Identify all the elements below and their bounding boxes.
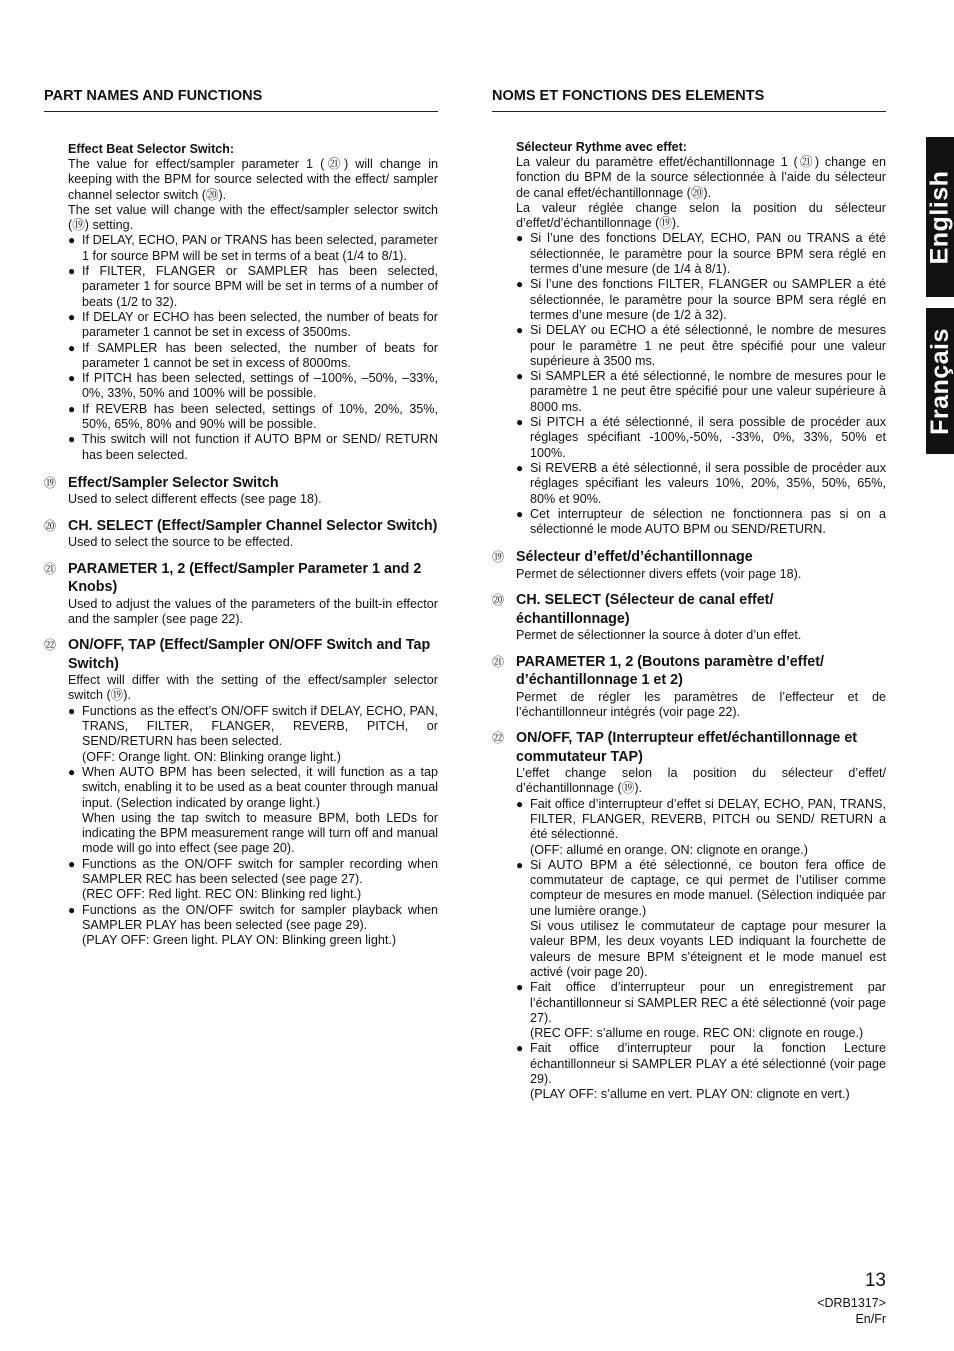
item-title: CH. SELECT (Sélecteur de canal effet/ échantillonnage) xyxy=(516,592,774,627)
item-title: ON/OFF, TAP (Interrupteur effet/échantillonnage et commutateur TAP) xyxy=(516,730,858,765)
item-description: Permet de régler les paramètres de l’effecteur et de l’échantillonneur intégrés (voir page 22). xyxy=(516,689,886,719)
effect-beat-bullets xyxy=(68,233,438,462)
item-number: ⑲ xyxy=(44,475,57,490)
section-title-fr: NOMS ET FONCTIONS DES ELEMENTS xyxy=(492,88,886,112)
list-item: ● Functions as the effect’s ON/OFF switch if DELAY, ECHO, PAN, TRANS, FILTER, FLANGER, REVERB, PITCH, or SEND/RETURN has been selected. (OFF: Orange light. ON: Blinking orange light.) xyxy=(68,703,438,764)
item-20-en xyxy=(44,517,438,551)
page-number: 13 xyxy=(864,1270,886,1291)
list-item: ● If PITCH has been selected, settings of –100%, –50%, –33%, 0%, 33%, 50% and 100% will be possible. xyxy=(68,371,438,401)
list-item: ● Si REVERB a été sélectionné, il sera possible de procéder aux réglages spécifiant les valeurs 10%, 20%, 35%, 50%, 65%, 80% et 90%. xyxy=(516,460,886,506)
item-title: PARAMETER 1, 2 (Effect/Sampler Parameter 1 and 2 Knobs) xyxy=(68,560,422,596)
effect-beat-para-2: The set value will change with the effect/sampler selector switch (⑲) setting. xyxy=(68,202,438,233)
list-item: ● Si AUTO BPM a été sélectionné, ce bouton fera office de commutateur de captage, ce qui permet de l’utiliser comme compteur de mesures en mode manuel. (Sélection indiquée par une lumière orange.) Si vous utilisez le commutateur de captage pour mesurer la valeur BPM, les deux voyants LED indiquant la fourchette de valeurs de mesure BPM s’éteignent et le mode manuel est activé (voir page 20). xyxy=(516,857,886,979)
rythme-effet-bullets xyxy=(516,231,886,537)
list-item: ● Functions as the ON/OFF switch for sampler playback when SAMPLER PLAY has been selected (see page 29). (PLAY OFF: Green light. PLAY ON: Blinking green light.) xyxy=(68,902,438,948)
list-item: ● Si l’une des fonctions DELAY, ECHO, PAN ou TRANS a été sélectionnée, le paramètre pour la source BPM sera réglé en termes d’une mesure (de 1/4 à 8/1). xyxy=(516,231,886,277)
list-item: ● Fait office d’interrupteur pour la fonction Lecture échantillonneur si SAMPLER PLAY a été sélectionné (voir page 29). (PLAY OFF: s’allume en vert. PLAY ON: clignote en vert.) xyxy=(516,1041,886,1102)
effect-beat-para-1: The value for effect/sampler parameter 1 (㉑) will change in keeping with the BPM for source selected with the effect/ sampler channel selector switch (⑳). xyxy=(68,157,438,202)
item-number: ⑳ xyxy=(492,593,505,608)
list-item: ● If DELAY, ECHO, PAN or TRANS has been selected, parameter 1 for source BPM will be set in terms of a beat (1/4 to 8/1). xyxy=(68,233,438,263)
item-title: Sélecteur d’effet/d’échantillonnage xyxy=(516,549,753,566)
item-description: Permet de sélectionner la source à doter d’un effet. xyxy=(516,628,802,643)
language-tab-francais-label: Français xyxy=(925,327,954,435)
list-item: ● Cet interrupteur de sélection ne fonctionnera pas si on a sélectionné le mode AUTO BPM ou SEND/RETURN. xyxy=(516,506,886,537)
effect-beat-title: Effect Beat Selector Switch: xyxy=(68,142,235,156)
item-description: L’effet change selon la position du sélecteur d’effet/ d’échantillonnage (⑲). xyxy=(516,766,886,796)
language-tab-francais xyxy=(926,308,954,454)
item-number: ⑳ xyxy=(44,518,57,533)
list-item: ● Si DELAY ou ECHO a été sélectionné, le nombre de mesures pour le paramètre 1 ne peut être spécifié pour une valeur supérieure à 3500 ms. xyxy=(516,323,886,368)
item-description: Effect will differ with the setting of the effect/sampler selector switch (⑲). xyxy=(68,673,438,703)
item-21-en xyxy=(44,560,438,628)
rythme-effet-para-2: La valeur réglée change selon la position du sélecteur d’effet/d’échantillonnage (⑲). xyxy=(516,200,886,231)
item-22-bullets-fr xyxy=(516,797,886,1103)
item-20-fr xyxy=(492,591,886,643)
list-item: ● When AUTO BPM has been selected, it will function as a tap switch, enabling it to be used as a beat counter through manual input. (Selection indicated by orange light.) When using the tap switch to measure BPM, both LEDs for indicating the BPM measurement range will turn off and manual mode will go into effect (see page 20). xyxy=(68,764,438,856)
item-title: PARAMETER 1, 2 (Boutons paramètre d’effet/ d’échantillonnage 1 et 2) xyxy=(516,653,824,689)
english-column xyxy=(44,88,438,948)
item-19-en xyxy=(44,474,438,508)
lang-code: En/Fr xyxy=(855,1311,886,1326)
item-number: ⑲ xyxy=(492,550,505,565)
french-column xyxy=(492,88,886,1103)
item-21-fr xyxy=(492,653,886,721)
item-title: CH. SELECT (Effect/Sampler Channel Selector Switch) xyxy=(68,517,438,534)
list-item: ● Si l’une des fonctions FILTER, FLANGER ou SAMPLER a été sélectionnée, le paramètre pour la source BPM sera réglé en termes d’une mesure (de 1/2 à 32). xyxy=(516,277,886,322)
item-description: Used to select the source to be effected. xyxy=(68,535,294,550)
english-body xyxy=(44,142,438,948)
list-item: ● Si SAMPLER a été sélectionné, le nombre de mesures pour le paramètre 1 ne peut être spécifié pour une valeur supérieure à 8000 ms. xyxy=(516,369,886,414)
item-19-fr xyxy=(492,548,886,582)
list-item: ● If SAMPLER has been selected, the number of beats for parameter 1 cannot be set in excess of 8000ms. xyxy=(68,340,438,370)
item-22-fr xyxy=(492,729,886,1103)
document-code xyxy=(817,1296,886,1327)
language-tab-english xyxy=(926,137,954,297)
list-item: ● Fait office d’interrupteur d’effet si DELAY, ECHO, PAN, TRANS, FILTER, FLANGER, REVERB, PITCH ou SEND/ RETURN a été sélectionné. (OFF: allumé en orange. ON: clignote en orange.) xyxy=(516,796,886,857)
list-item: ● Functions as the ON/OFF switch for sampler recording when SAMPLER REC has been selected (see page 27). (REC OFF: Red light. REC ON: Blinking red light.) xyxy=(68,856,438,902)
list-item: ● If REVERB has been selected, settings of 10%, 20%, 35%, 50%, 65%, 80% and 90% will be possible. xyxy=(68,401,438,432)
french-body xyxy=(492,140,886,1103)
item-number: ㉒ xyxy=(44,638,57,653)
doc-code: <DRB1317> xyxy=(817,1296,886,1310)
item-number: ㉒ xyxy=(492,731,505,746)
item-title: Effect/Sampler Selector Switch xyxy=(68,474,279,491)
list-item: ● Si PITCH a été sélectionné, il sera possible de procéder aux réglages spécifiant -100%,-50%, -33%, 0%, 33%, 50% et 100%. xyxy=(516,415,886,460)
rythme-effet-para-1: La valeur du paramètre effet/échantillonnage 1 (㉑) change en fonction du BPM de la source sélectionnée à l’aide du sélecteur de canal effet/échantillonnage (⑳). xyxy=(516,155,886,200)
item-description: Permet de sélectionner divers effets (voir page 18). xyxy=(516,566,802,581)
rythme-effet-title: Sélecteur Rythme avec effet: xyxy=(516,140,687,154)
item-description: Used to select different effects (see page 18). xyxy=(68,492,322,507)
item-number: ㉑ xyxy=(44,561,57,576)
item-22-bullets-en xyxy=(68,704,438,949)
language-tab-english-label: English xyxy=(925,170,954,264)
list-item: ● If DELAY or ECHO has been selected, the number of beats for parameter 1 cannot be set in excess of 3500ms. xyxy=(68,309,438,340)
item-description: Used to adjust the values of the parameters of the built-in effector and the sampler (see page 22). xyxy=(68,596,438,626)
list-item: ● Fait office d’interrupteur pour un enregistrement par l’échantillonneur si SAMPLER REC a été sélectionné (voir page 27). (REC OFF: s’allume en rouge. REC ON: clignote en rouge.) xyxy=(516,980,886,1041)
list-item: ● If FILTER, FLANGER or SAMPLER has been selected, parameter 1 for source BPM will be set in terms of a number of beats (1/2 to 32). xyxy=(68,264,438,309)
section-title-en: PART NAMES AND FUNCTIONS xyxy=(44,88,438,112)
item-number: ㉑ xyxy=(492,654,505,669)
item-22-en xyxy=(44,636,438,948)
item-title: ON/OFF, TAP (Effect/Sampler ON/OFF Switch and Tap Switch) xyxy=(68,637,431,672)
list-item: ● This switch will not function if AUTO BPM or SEND/ RETURN has been selected. xyxy=(68,432,438,462)
